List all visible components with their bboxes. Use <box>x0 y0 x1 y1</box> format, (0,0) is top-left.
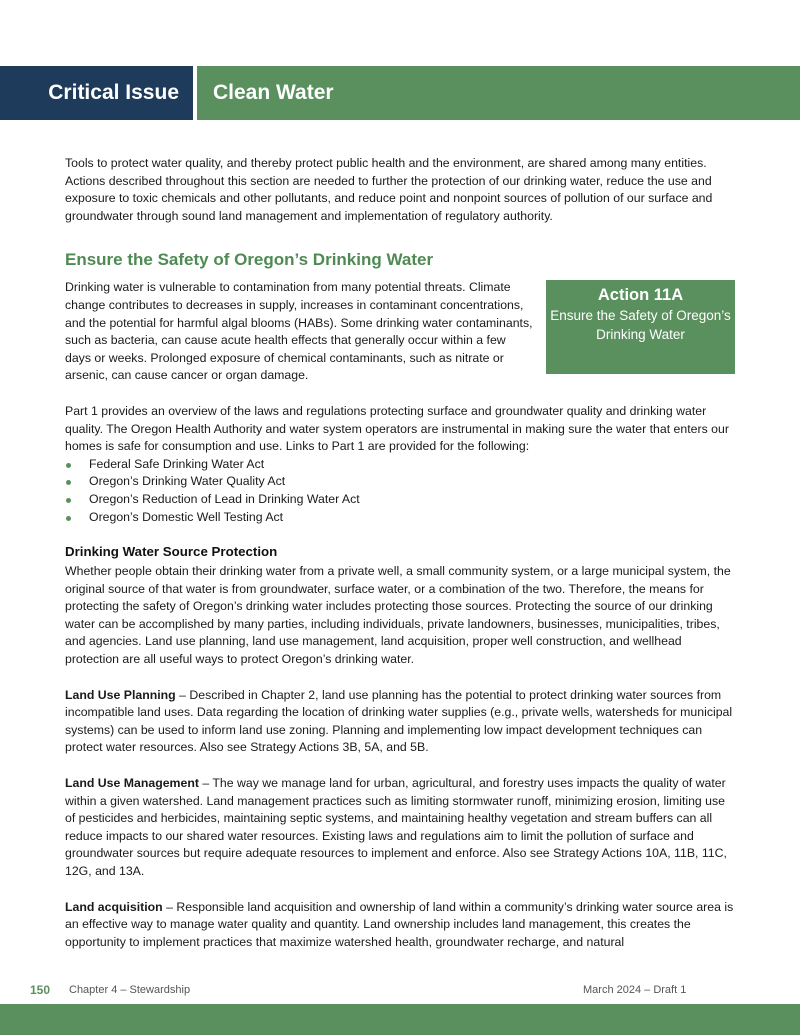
bullet-icon <box>66 463 71 468</box>
list-item-text: Oregon’s Drinking Water Quality Act <box>89 474 286 489</box>
list-item-text: Federal Safe Drinking Water Act <box>89 456 265 471</box>
bullet-icon <box>66 480 71 485</box>
land-use-planning-term: Land Use Planning <box>65 687 176 702</box>
list-item <box>65 473 735 491</box>
land-use-management-text: – The way we manage land for urban, agricultural, and forestry uses impacts the quality of water within a given watershed. Land management practices such as limiting stormwater runoff, minimizing erosion, limiting use of pesticides and herbicides, maintaining septic systems, and maintaining healthy vegetation and stream buffers can all reduce impacts to our shared water resources. Existing laws and regulations aim to limit the pollution of surface and groundwater sources but require adequate resources to implement and enforce. Also see Strategy Actions 10A, 11B, 11C, 12G, and 13A. <box>65 776 727 878</box>
land-use-management-paragraph <box>65 775 735 881</box>
page-number: 150 <box>30 983 51 997</box>
bullet-icon <box>66 516 71 521</box>
footer-bar <box>0 1004 800 1035</box>
land-use-planning-paragraph <box>65 687 735 757</box>
source-protection-paragraph: Whether people obtain their drinking water from a private well, a small community system, or a large municipal system, the original source of that water is from groundwater, surface water, or a combination of the two. Therefore, the means for protecting the safety of Oregon’s drinking water includes protecting those sources. Protecting the source of our drinking water can be accomplished by many parties, including individuals, private landowners, businesses, municipalities, tribes, and agencies. Land use planning, land use management, land acquisition, proper well construction, and wellhead protection are all useful ways to protect Oregon’s drinking water. <box>65 564 731 667</box>
draft-date: March 2024 – Draft 1 <box>583 984 687 996</box>
list-item <box>65 456 735 474</box>
list-item <box>65 509 735 527</box>
critical-issue-label: Critical Issue <box>0 66 193 120</box>
land-acquisition-paragraph <box>65 899 735 952</box>
action-callout-subtitle: Ensure the Safety of Oregon’s Drinking Water <box>550 308 731 343</box>
list-item-text: Oregon’s Reduction of Lead in Drinking Water Act <box>89 491 360 506</box>
land-acquisition-text: – Responsible land acquisition and ownership of land within a community’s drinking water source area is an effective way to manage water quality and quantity. Land ownership includes land management, this creates the opportunity to implement practices that maximize watershed health, groundwater recharge, and natural <box>65 899 734 949</box>
header-banner <box>0 66 800 120</box>
action-callout <box>546 280 735 374</box>
land-acquisition-term: Land acquisition <box>65 899 163 914</box>
topic-title: Clean Water <box>197 66 800 120</box>
land-use-management-term: Land Use Management <box>65 776 199 791</box>
chapter-label: Chapter 4 – Stewardship <box>69 984 191 996</box>
law-list <box>65 456 735 526</box>
list-item-text: Oregon’s Domestic Well Testing Act <box>89 509 284 524</box>
section-flow <box>65 279 735 526</box>
land-use-planning-text: – Described in Chapter 2, land use planning has the potential to protect drinking water sources from incompatible land uses. Data regarding the location of drinking water supplies (e.g., private wells, watersheds for municipal systems) can be used to inform land use zoning. Planning and implementing low impact development techniques can protect water resources. Also see Strategy Actions 3B, 5A, and 5B. <box>65 687 733 755</box>
bullet-icon <box>66 498 71 503</box>
list-item <box>65 491 735 509</box>
section-paragraph-1: Drinking water is vulnerable to contamination from many potential threats. Climate change contributes to decreases in supply, increases in contaminant concentrations, and the potential for harmful algal blooms (HABs). Some drinking water contaminants, such as bacteria, can cause acute health effects that generally occur within a few days or weeks. Prolonged exposure of chemical contaminants, such as nitrate or arsenic, can cause cancer or organ damage. <box>65 280 533 383</box>
intro-paragraph: Tools to protect water quality, and thereby protect public health and the environment, are shared among many entities. Actions described throughout this section are needed to further the protection of our drinking water, reduce the use and exposure to toxic chemicals and other pollutants, and reduce point and nonpoint sources of pollution of our surface and groundwater through sound land management and implementation of regulatory authority. <box>65 156 713 223</box>
page-body <box>65 155 735 951</box>
section-paragraph-2: Part 1 provides an overview of the laws and regulations protecting surface and groundwater quality and drinking water quality. The Oregon Health Authority and water system operators are instrumental in making sure the water that enters our homes is safe for consumption and use. Links to Part 1 are provided for the following: <box>65 403 729 454</box>
action-callout-title: Action 11A <box>597 286 684 305</box>
section-heading: Ensure the Safety of Oregon’s Drinking Water <box>65 250 434 270</box>
subsection-heading: Drinking Water Source Protection <box>65 544 278 560</box>
